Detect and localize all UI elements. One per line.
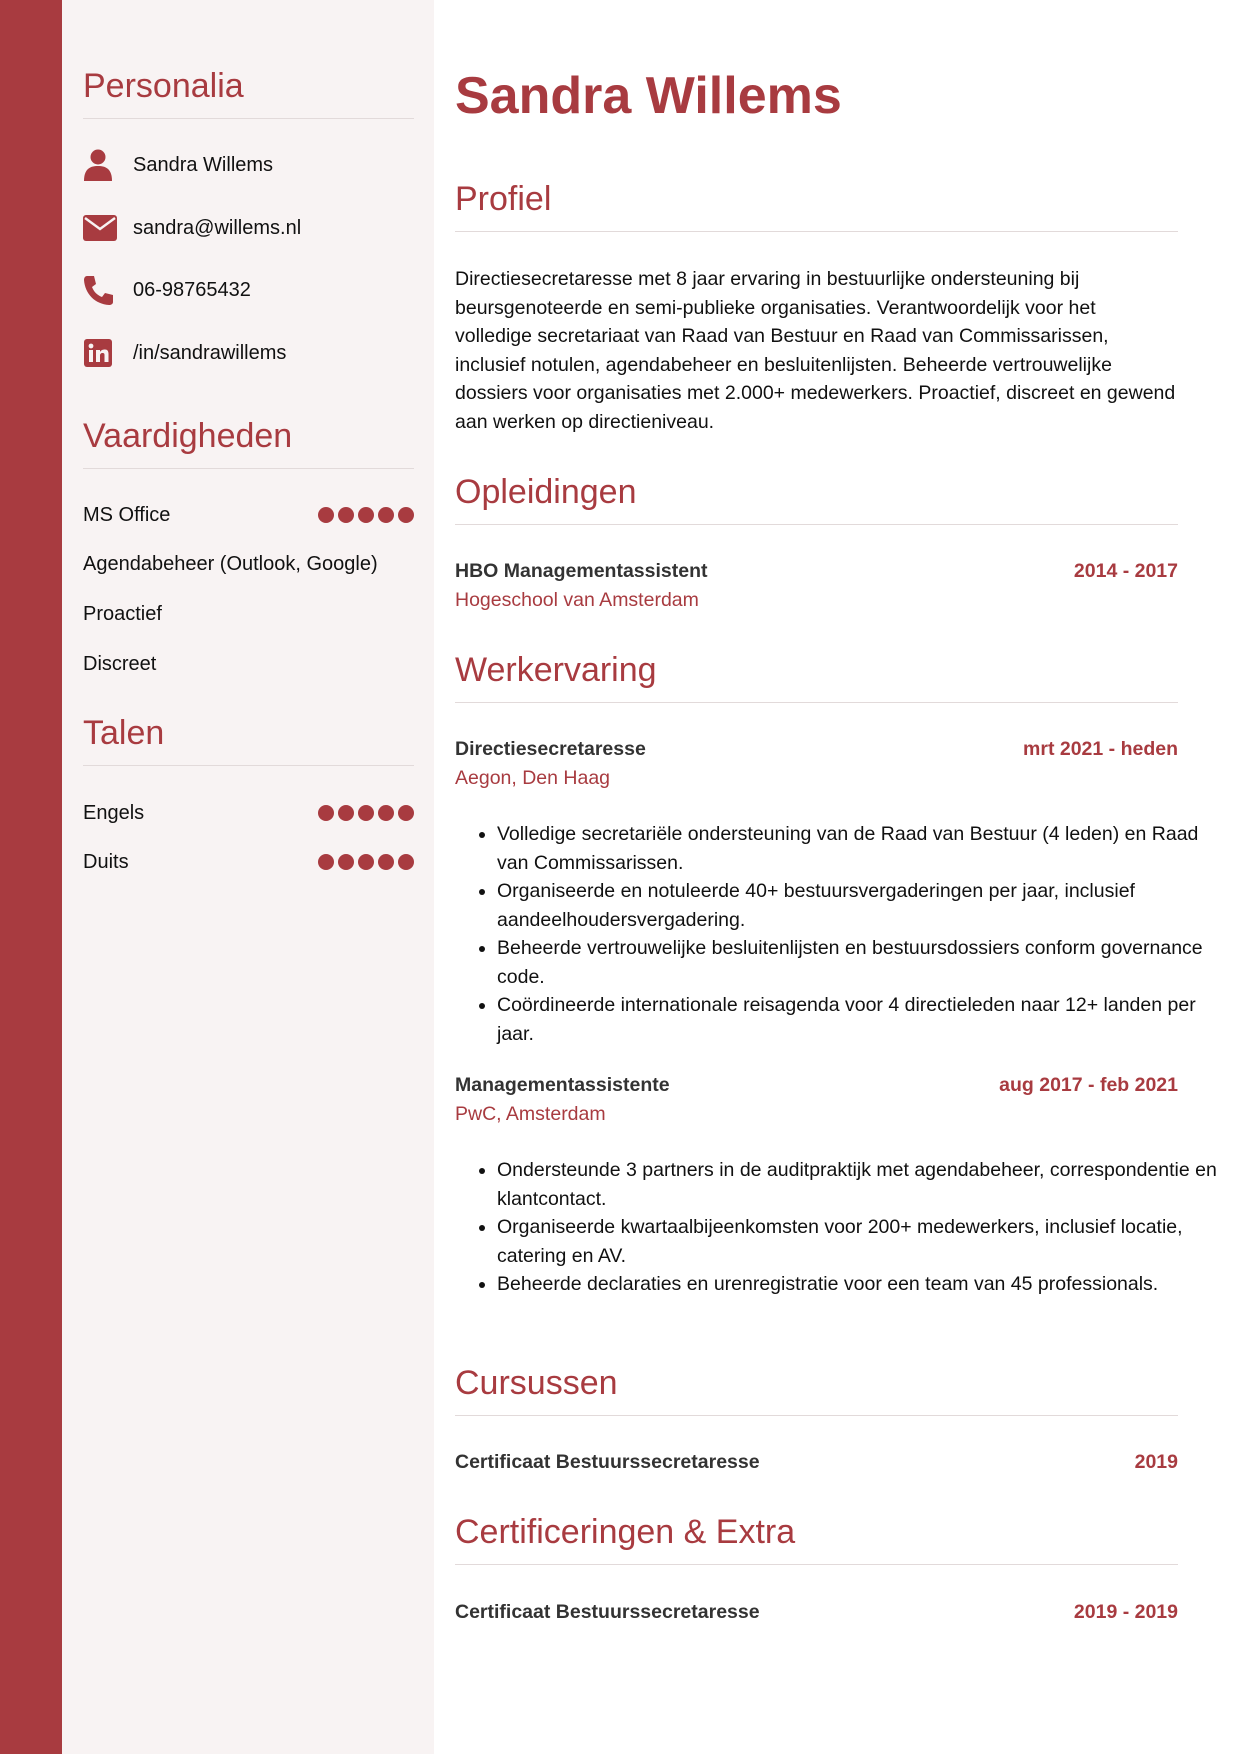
rating-dot [318, 805, 334, 821]
certifications-heading: Certificeringen & Extra [455, 1512, 1178, 1565]
profile-heading: Profiel [455, 179, 1178, 232]
contact-email-text[interactable]: sandra@willems.nl [133, 216, 302, 239]
skill-label: MS Office [83, 504, 171, 526]
skill-row [83, 601, 414, 627]
list-item: • Organiseerde en notuleerde 40+ bestuursvergaderingen per jaar, inclusief aandeelhoudersvergadering. [497, 877, 1220, 934]
rating-dot [398, 854, 414, 870]
rating-dot [338, 854, 354, 870]
contact-phone[interactable] [83, 272, 251, 308]
list-item: • Beheerde declaraties en urenregistratie voor een team van 45 professionals. [497, 1270, 1220, 1299]
courses-heading: Cursussen [455, 1363, 1178, 1416]
rating-dot [358, 805, 374, 821]
list-item: • Organiseerde kwartaalbijeenkomsten voor 200+ medewerkers, inclusief locatie, catering en AV. [497, 1213, 1220, 1270]
person-icon [83, 148, 117, 182]
job-company: PwC, Amsterdam [455, 1103, 606, 1125]
language-rating [318, 854, 414, 870]
linkedin-icon [83, 336, 117, 370]
education-institution: Hogeschool van Amsterdam [455, 589, 699, 611]
envelope-icon [83, 211, 117, 245]
job-company: Aegon, Den Haag [455, 767, 611, 789]
contact-phone-text[interactable]: 06-98765432 [133, 278, 251, 301]
personalia-heading: Personalia [83, 66, 414, 119]
course-title: Certificaat Bestuurssecretaresse [455, 1451, 760, 1473]
job-date: aug 2017 - feb 2021 [999, 1074, 1178, 1096]
rating-dot [338, 805, 354, 821]
skills-heading: Vaardigheden [83, 416, 414, 469]
job-title: Managementassistente [455, 1074, 670, 1096]
job-bullets [455, 820, 1220, 1048]
certification-date: 2019 - 2019 [1073, 1601, 1178, 1623]
rating-dot [358, 854, 374, 870]
skill-label: Discreet [83, 653, 157, 675]
rating-dot [378, 854, 394, 870]
language-row [83, 800, 414, 826]
rating-dot [398, 507, 414, 523]
contact-name-text: Sandra Willems [133, 153, 274, 176]
profile-text: Directiesecretaresse met 8 jaar ervaring in bestuurlijke ondersteuning bij beursgenoteerde en semi-publieke organisaties. Verantwoordelijk voor het volledige secretariaat van Raad van Bestuur en Raad van Commissarissen, inclusief notulen, agendabeheer en besluitenlijsten. Beheerde vertrouwelijke dossiers voor organisaties met 2.000+ medewerkers. Proactief, discreet en gewend aan werken op directieniveau. [455, 268, 1176, 433]
accent-stripe [0, 0, 62, 1754]
rating-dot [378, 507, 394, 523]
education-title: HBO Managementassistent [455, 560, 708, 582]
skill-row [83, 551, 414, 577]
list-item: • Ondersteunde 3 partners in de auditpraktijk met agendabeheer, correspondentie en klantcontact. [497, 1156, 1220, 1213]
skill-rating [318, 507, 414, 523]
experience-heading: Werkervaring [455, 650, 1178, 703]
rating-dot [318, 854, 334, 870]
languages-heading: Talen [83, 713, 414, 766]
rating-dot [398, 805, 414, 821]
contact-linkedin[interactable] [83, 335, 287, 371]
language-rating [318, 805, 414, 821]
language-row [83, 849, 414, 875]
job-bullets [455, 1156, 1220, 1299]
contact-linkedin-text[interactable]: /in/sandrawillems [133, 341, 287, 364]
job-date: mrt 2021 - heden [1023, 738, 1178, 760]
education-date: 2014 - 2017 [1073, 560, 1178, 582]
education-heading: Opleidingen [455, 472, 1178, 525]
language-label: Duits [83, 851, 129, 873]
language-label: Engels [83, 802, 145, 824]
skill-row [83, 651, 414, 677]
skill-row [83, 502, 414, 528]
certification-title: Certificaat Bestuurssecretaresse [455, 1601, 760, 1623]
candidate-name: Sandra Willems [455, 67, 842, 125]
list-item: • Coördineerde internationale reisagenda voor 4 directieleden naar 12+ landen per jaar. [497, 991, 1220, 1048]
skill-label: Agendabeheer (Outlook, Google) [83, 553, 378, 575]
contact-email[interactable] [83, 210, 302, 246]
course-date: 2019 [1134, 1451, 1178, 1473]
sidebar [62, 0, 434, 1754]
contact-name [83, 147, 274, 183]
job-title: Directiesecretaresse [455, 738, 646, 760]
list-item: • Beheerde vertrouwelijke besluitenlijsten en bestuursdossiers conform governance code. [497, 934, 1220, 991]
rating-dot [338, 507, 354, 523]
rating-dot [378, 805, 394, 821]
phone-icon [83, 273, 117, 307]
list-item: • Volledige secretariële ondersteuning van de Raad van Bestuur (4 leden) en Raad van Commissarissen. [497, 820, 1220, 877]
skill-label: Proactief [83, 603, 162, 625]
rating-dot [318, 507, 334, 523]
rating-dot [358, 507, 374, 523]
